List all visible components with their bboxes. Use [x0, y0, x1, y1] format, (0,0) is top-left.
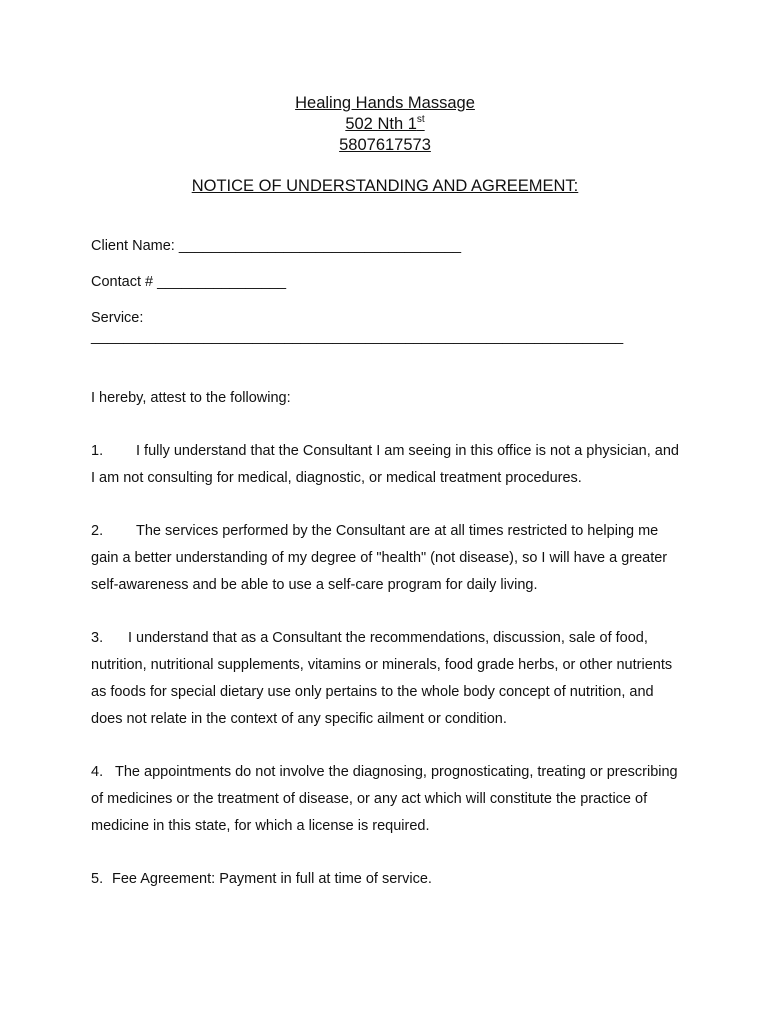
service-field-label: Service: [91, 310, 144, 326]
clause-3 [91, 625, 681, 733]
client-name-field: Client Name: ___________________________________ [91, 238, 462, 254]
clause-number: 2. [91, 523, 104, 539]
clause-text: I understand that as a Consultant the recommendations, discussion, sale of food, nutrition, nutritional supplements, vitamins or minerals, food grade herbs, or other nutrients as foods for special dietary use only pertains to the whole body concept of nutrition, and does not relate in the context of any specific ailment or condition. [91, 630, 673, 727]
clause-5 [91, 866, 681, 893]
intro-statement: I hereby, attest to the following: [91, 390, 291, 406]
clause-text: I fully understand that the Consultant I am seeing in this office is not a physician, and I am not consulting for medical, diagnostic, or medical treatment procedures. [91, 443, 679, 486]
clause-text: The services performed by the Consultant are at all times restricted to helping me gain a better understanding of my degree of "health" (not disease), so I will have a greater self-awareness and be able to use a self-care program for daily living. [91, 523, 668, 593]
clause-number: 5. [91, 871, 104, 887]
business-name: Healing Hands Massage [295, 94, 475, 112]
clause-number: 1. [91, 443, 104, 459]
clause-4 [91, 759, 681, 840]
clause-text: The appointments do not involve the diagnosing, prognosticating, treating or prescribing of medicines or the treatment of disease, or any act which will constitute the practice of medicine in this state, for which a license is required. [91, 764, 678, 834]
clause-2 [91, 518, 681, 599]
letterhead [0, 93, 770, 156]
business-address [0, 114, 770, 135]
clause-number: 4. [91, 764, 104, 780]
address-text: 502 Nth 1 [345, 115, 417, 133]
address-superscript: st [416, 114, 425, 125]
clause-text: Fee Agreement: Payment in full at time of service. [112, 871, 432, 887]
clause-1 [91, 438, 681, 492]
service-field-line: __________________________________________________________________ [91, 329, 624, 345]
document-title: NOTICE OF UNDERSTANDING AND AGREEMENT: [191, 177, 579, 195]
clause-number: 3. [91, 630, 104, 646]
contact-field: Contact # ________________ [91, 274, 287, 290]
business-phone: 5807617573 [339, 136, 431, 154]
